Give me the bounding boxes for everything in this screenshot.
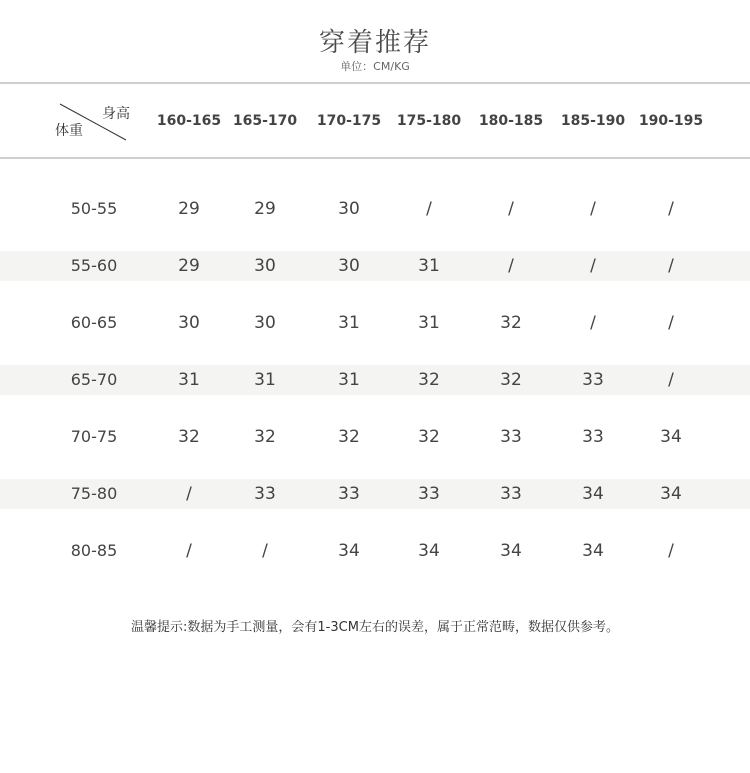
tip-note: 温馨提示:数据为手工测量，会有1-3CM左右的误差，属于正常范畴，数据仅供参考。 <box>131 620 619 635</box>
weight-range-cell: 50-55 <box>70 199 118 218</box>
table-row <box>0 308 750 338</box>
size-cell: / <box>262 541 268 561</box>
size-cell: 31 <box>338 370 360 390</box>
column-header: 175-180 <box>396 113 462 129</box>
size-cell: 31 <box>254 370 276 390</box>
size-cell: 32 <box>418 427 440 447</box>
size-cell: / <box>186 541 192 561</box>
size-cell: 31 <box>338 313 360 333</box>
size-cell: 33 <box>254 484 276 504</box>
size-cell: 30 <box>254 313 276 333</box>
size-cell: 33 <box>500 427 522 447</box>
size-cell: / <box>668 541 674 561</box>
size-cell: 33 <box>500 484 522 504</box>
column-header: 160-165 <box>156 113 222 129</box>
size-cell: / <box>668 256 674 276</box>
size-cell: / <box>590 199 596 219</box>
size-cell: / <box>186 484 192 504</box>
size-cell: / <box>426 199 432 219</box>
weight-range-cell: 70-75 <box>70 427 118 446</box>
table-row <box>0 536 750 566</box>
column-header: 185-190 <box>560 113 626 129</box>
size-cell: 30 <box>254 256 276 276</box>
size-cell: 34 <box>582 484 604 504</box>
size-cell: 30 <box>338 256 360 276</box>
table-row <box>0 422 750 452</box>
size-cell: / <box>590 256 596 276</box>
size-cell: / <box>668 370 674 390</box>
column-header: 180-185 <box>478 113 544 129</box>
column-header: 165-170 <box>232 113 298 129</box>
size-cell: 33 <box>582 370 604 390</box>
weight-range-cell: 60-65 <box>70 313 118 332</box>
weight-range-cell: 80-85 <box>70 541 118 560</box>
size-cell: / <box>668 199 674 219</box>
weight-header-label: 体重 <box>55 123 83 139</box>
size-cell: 34 <box>660 427 682 447</box>
table-row <box>0 251 750 281</box>
size-cell: 30 <box>338 199 360 219</box>
size-cell: 34 <box>338 541 360 561</box>
size-cell: / <box>668 313 674 333</box>
weight-range-cell: 75-80 <box>70 484 118 503</box>
column-header: 170-175 <box>316 113 382 129</box>
size-cell: 29 <box>254 199 276 219</box>
table-row <box>0 365 750 395</box>
size-cell: 29 <box>178 256 200 276</box>
size-cell: 31 <box>418 256 440 276</box>
size-cell: 30 <box>178 313 200 333</box>
size-cell: / <box>590 313 596 333</box>
unit-label: 单位：CM/KG <box>340 60 410 73</box>
size-cell: 33 <box>418 484 440 504</box>
size-cell: 29 <box>178 199 200 219</box>
size-cell: 31 <box>178 370 200 390</box>
size-cell: 33 <box>582 427 604 447</box>
size-cell: 31 <box>418 313 440 333</box>
page-title: 穿着推荐 <box>318 28 431 58</box>
column-header: 190-195 <box>638 113 704 129</box>
size-cell: 34 <box>582 541 604 561</box>
header-bottom-rule <box>0 157 750 159</box>
size-cell: 33 <box>338 484 360 504</box>
size-cell: 32 <box>338 427 360 447</box>
table-row <box>0 479 750 509</box>
size-cell: 32 <box>254 427 276 447</box>
size-cell: 34 <box>500 541 522 561</box>
corner-cell <box>52 100 132 144</box>
size-cell: 32 <box>500 313 522 333</box>
size-cell: 34 <box>660 484 682 504</box>
weight-range-cell: 65-70 <box>70 370 118 389</box>
weight-range-cell: 55-60 <box>70 256 118 275</box>
size-cell: 32 <box>178 427 200 447</box>
height-header-label: 身高 <box>102 106 130 122</box>
size-cell: 34 <box>418 541 440 561</box>
size-cell: / <box>508 256 514 276</box>
table-row <box>0 194 750 224</box>
header-top-rule <box>0 82 750 84</box>
size-cell: 32 <box>418 370 440 390</box>
size-cell: / <box>508 199 514 219</box>
size-cell: 32 <box>500 370 522 390</box>
